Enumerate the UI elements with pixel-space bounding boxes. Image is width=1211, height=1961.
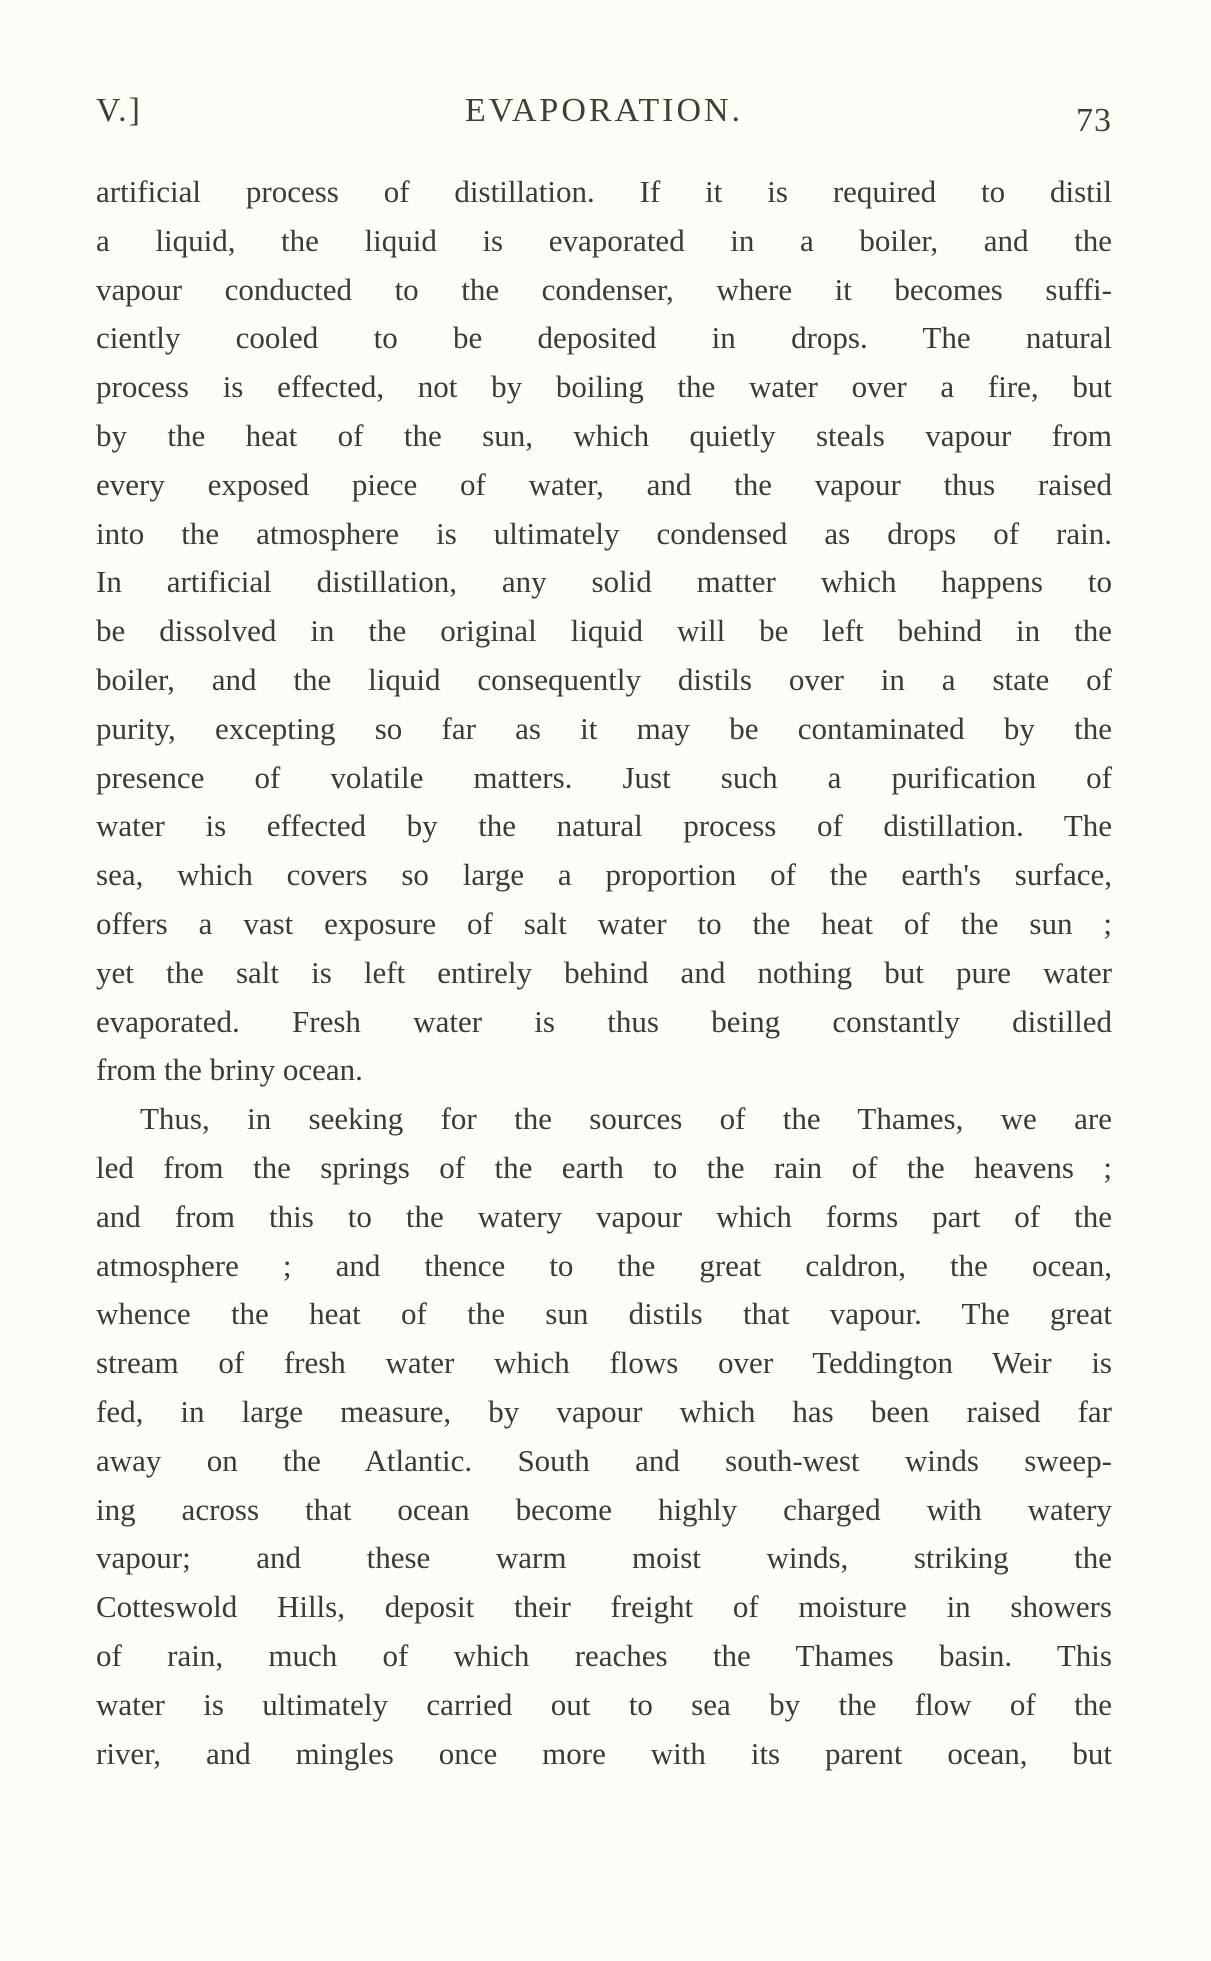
text-line: vapour conducted to the condenser, where it becomes suffi- <box>96 271 1112 307</box>
text-line: by the heat of the sun, which quietly steals vapour from <box>96 417 1112 453</box>
text-line: away on the Atlantic. South and south-west winds sweep- <box>96 1442 1112 1478</box>
text-line: vapour; and these warm moist winds, striking the <box>96 1540 1112 1576</box>
text-line: fed, in large measure, by vapour which has been raised far <box>96 1393 1112 1429</box>
text-line: water is effected by the natural process of distillation. The <box>96 808 1112 844</box>
text-line: and from this to the watery vapour which forms part of the <box>96 1198 1112 1234</box>
text-line: whence the heat of the sun distils that vapour. The great <box>96 1296 1112 1332</box>
text-line: into the atmosphere is ultimately condensed as drops of rain. <box>96 515 1112 551</box>
paragraph-2 <box>96 1095 1112 1778</box>
chapter-number: V.] <box>96 92 142 129</box>
text-line: be dissolved in the original liquid will be left behind in the <box>96 613 1112 649</box>
text-line: atmosphere ; and thence to the great caldron, the ocean, <box>96 1247 1112 1283</box>
text-line: purity, excepting so far as it may be contaminated by the <box>96 710 1112 746</box>
text-line: stream of fresh water which flows over Teddington Weir is <box>96 1345 1112 1381</box>
page-header <box>96 92 1112 142</box>
text-line: process is effected, not by boiling the water over a fire, but <box>96 369 1112 405</box>
text-line: led from the springs of the earth to the rain of the heavens ; <box>96 1149 1112 1185</box>
text-line: ciently cooled to be deposited in drops. The natural <box>96 320 1112 356</box>
text-line: In artificial distillation, any solid matter which happens to <box>96 564 1112 600</box>
text-line: every exposed piece of water, and the vapour thus raised <box>96 466 1112 502</box>
body-text <box>96 168 1112 1778</box>
text-line: sea, which covers so large a proportion of the earth's surface, <box>96 857 1112 893</box>
text-line: water is ultimately carried out to sea by the flow of the <box>96 1686 1112 1722</box>
paragraph-1 <box>96 168 1112 1095</box>
text-line: a liquid, the liquid is evaporated in a boiler, and the <box>96 222 1112 258</box>
text-line: yet the salt is left entirely behind and nothing but pure water <box>96 954 1112 990</box>
text-line: from the briny ocean. <box>96 1052 363 1088</box>
text-line: artificial process of distillation. If it is required to distil <box>96 174 1112 209</box>
text-line: offers a vast exposure of salt water to the heat of the sun ; <box>96 905 1112 941</box>
text-line: presence of volatile matters. Just such a purification of <box>96 759 1112 795</box>
text-line: Thus, in seeking for the sources of the Thames, we are <box>140 1101 1112 1137</box>
page-number: 73 <box>1076 102 1112 139</box>
text-line: boiler, and the liquid consequently distils over in a state of <box>96 661 1112 697</box>
text-line: evaporated. Fresh water is thus being constantly distilled <box>96 1003 1112 1039</box>
running-title: EVAPORATION. <box>464 92 744 129</box>
text-line: river, and mingles once more with its parent ocean, but <box>96 1735 1112 1771</box>
text-line: of rain, much of which reaches the Thames basin. This <box>96 1637 1112 1673</box>
text-line: Cotteswold Hills, deposit their freight of moisture in showers <box>96 1589 1112 1625</box>
text-line: ing across that ocean become highly charged with watery <box>96 1491 1112 1527</box>
